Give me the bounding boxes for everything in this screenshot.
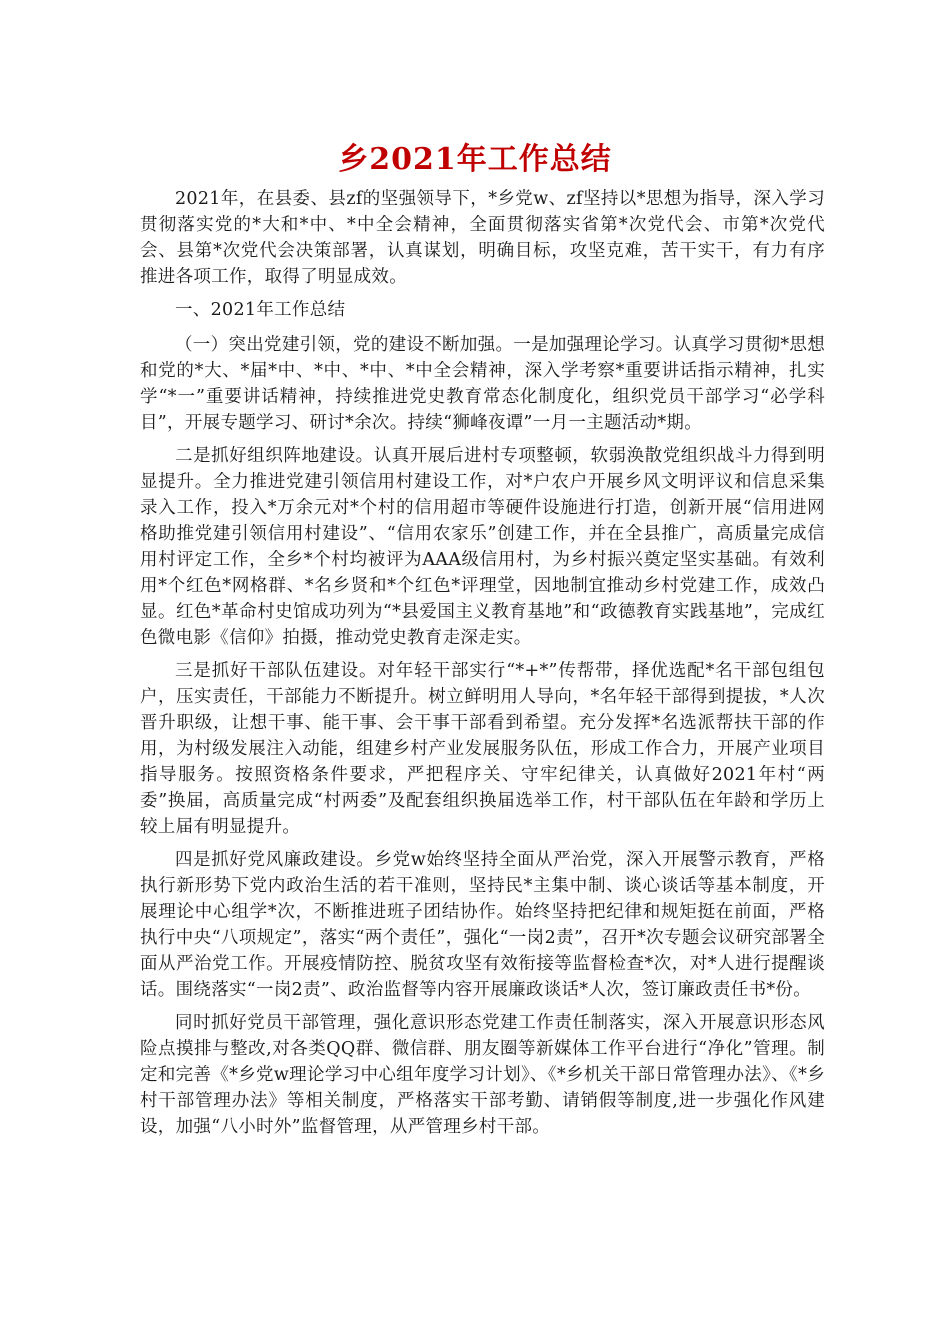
body-paragraph: 2021年，在县委、县zf的坚强领导下，*乡党w、zf坚持以*思想为指导，深入学习贯彻落实党的*大和*中、*中全会精神，全面贯彻落实省第*次党代会、市第*次党代会、县第*次党代会决策部署，认真谋划，明确目标，攻坚克难，苦干实干，有力有序推进各项工作，取得了明显成效。 bbox=[140, 189, 825, 287]
body-paragraph: 同时抓好党员干部管理，强化意识形态党建工作责任制落实，深入开展意识形态风险点摸排与整改,对各类QQ群、微信群、朋友圈等新媒体工作平台进行“净化”管理。制定和完善《*乡党w理论学习中心组年度学习计划》、《*乡机关干部日常管理办法》、《*乡村干部管理办法》等相关制度，严格落实干部考勤、请销假等制度,进一步强化作风建设，加强“八小时外”监督管理，从严管理乡村干部。 bbox=[140, 1013, 825, 1137]
document-title: 乡2021年工作总结 bbox=[338, 142, 612, 177]
body-paragraph: 四是抓好党风廉政建设。乡党w始终坚持全面从严治党，深入开展警示教育，严格执行新形势下党内政治生活的若干准则，坚持民*主集中制、谈心谈话等基本制度，开展理论中心组学*次，不断推进班子团结协作。始终坚持把纪律和规矩挺在前面，严格执行中央“八项规定”，落实“两个责任”，强化“一岗2责”，召开*次专题会议研究部署全面从严治党工作。开展疫情防控、脱贫攻坚有效衔接等监督检查*次，对*人进行提醒谈话。围绕落实“一岗2责”、政治监督等内容开展廉政谈话*人次，签订廉政责任书*份。 bbox=[140, 850, 825, 1000]
body-paragraph: （一）突出党建引领，党的建设不断加强。一是加强理论学习。认真学习贯彻*思想和党的*大、*届*中、*中、*中、*中全会精神，深入学考察*重要讲话指示精神，扎实学“*一”重要讲话精神，持续推进党史教育常态化制度化，组织党员干部学习“必学科目”，开展专题学习、研讨*余次。持续“狮峰夜谭”一月一主题活动*期。 bbox=[140, 335, 825, 433]
section-heading: 一、2021年工作总结 bbox=[175, 300, 346, 320]
body-paragraph: 三是抓好干部队伍建设。对年轻干部实行“*+*”传帮带，择优选配*名干部包组包户，压实责任，干部能力不断提升。树立鲜明用人导向，*名年轻干部得到提拔，*人次晋升职级，让想干事、能干事、会干事干部看到希望。充分发挥*名选派帮扶干部的作用，为村级发展注入动能，组建乡村产业发展服务队伍，形成工作合力，开展产业项目指导服务。按照资格条件要求，严把程序关、守牢纪律关，认真做好2021年村“两委”换届，高质量完成“村两委”及配套组织换届选举工作，村干部队伍在年龄和学历上较上届有明显提升。 bbox=[140, 661, 825, 837]
document-body bbox=[140, 186, 825, 1147]
body-paragraph: 二是抓好组织阵地建设。认真开展后进村专项整顿，软弱涣散党组织战斗力得到明显提升。全力推进党建引领信用村建设工作，对*户农户开展乡风文明评议和信息采集录入工作，投入*万余元对*个村的信用超市等硬件设施进行打造，创新开展“信用进网格助推党建引领信用村建设”、“信用农家乐”创建工作，并在全县推广，高质量完成信用村评定工作，全乡*个村均被评为AAA级信用村，为乡村振兴奠定坚实基础。有效利用*个红色*网格群、*名乡贤和*个红色*评理堂，因地制宜推动乡村党建工作，成效凸显。红色*革命村史馆成功列为“*县爱国主义教育基地”和“政德教育实践基地”，完成红色微电影《信仰》拍摄，推动党史教育走深走实。 bbox=[140, 446, 825, 648]
